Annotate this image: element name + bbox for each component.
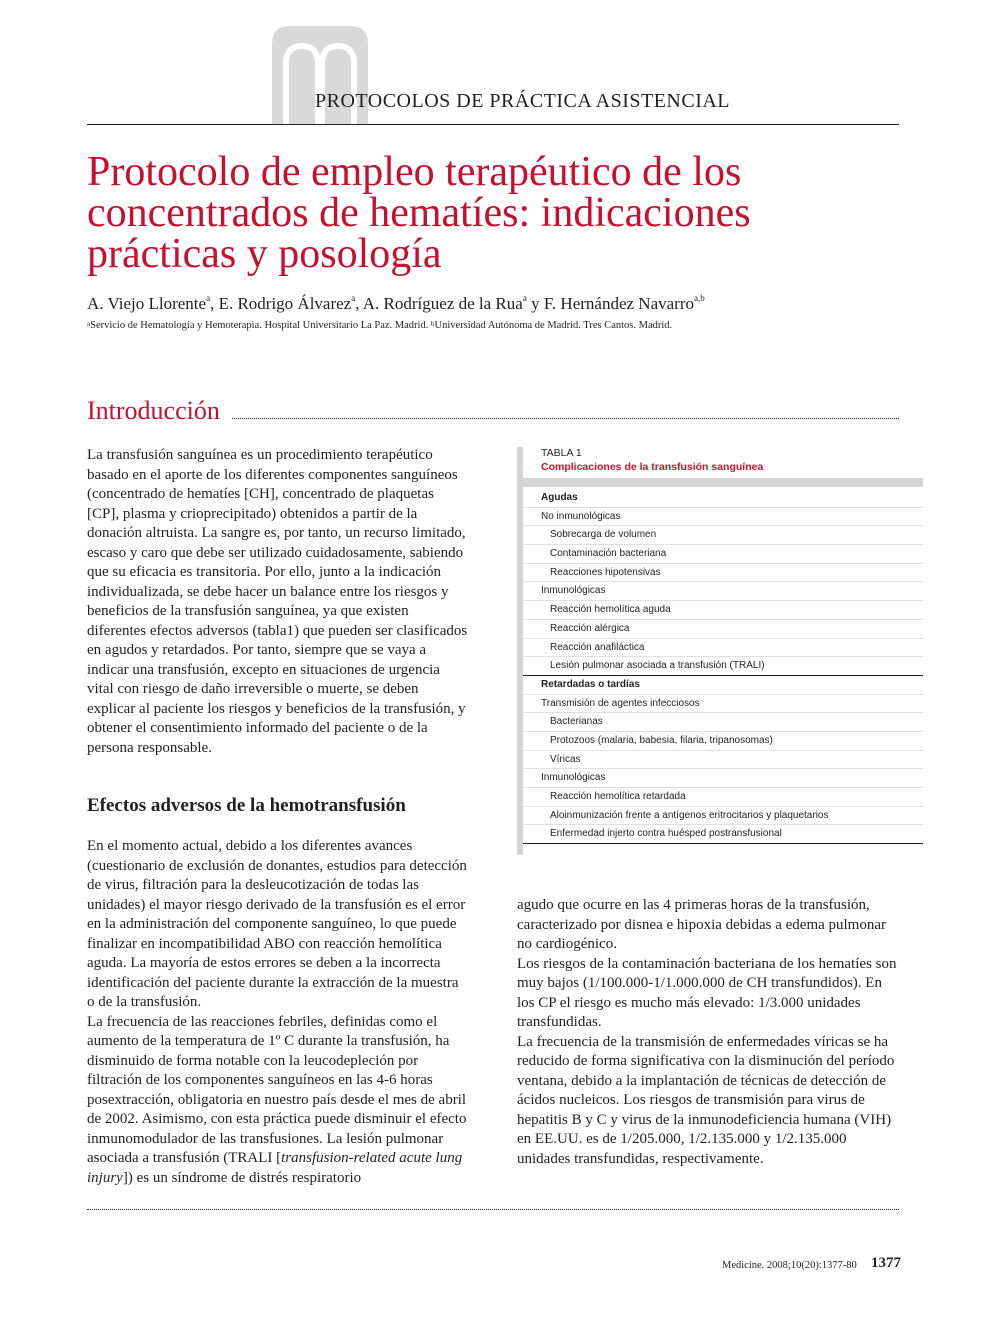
affiliation-sup: b bbox=[430, 320, 435, 328]
author-name: A. Viejo Llorente bbox=[87, 294, 207, 313]
table-group-heading: Retardadas o tardías bbox=[523, 676, 923, 695]
author-list bbox=[87, 294, 705, 314]
adverse-paragraph-1: En el momento actual, debido a los diferentes avances (cuestionario de exclusión de donantes, estudios para detección de virus, filtración para la desleucotización de todas las unidades) el mayor riesgo derivado de la transfusión es el error en la administración del componente sanguíneo, lo que puede finalizar en incompatibilidad ABO con reacción hemolítica aguda. La mayoría de estos errores se deben a la incorrecta identificación del paciente durante la extracción de la muestra o de la transfusión. bbox=[87, 838, 467, 1010]
header-rule bbox=[87, 124, 899, 125]
affiliation-sup: a bbox=[87, 320, 91, 328]
table-row: Inmunológicas bbox=[523, 582, 923, 601]
footer-dotted-rule bbox=[87, 1209, 899, 1210]
adverse-right-paragraph-3: La frecuencia de la transmisión de enfermedades víricas se ha reducido de forma significativa con la disminución del período ventana, debido a la implantación de técnicas de detección de ácidos nucleicos. Los riesgos de transmisión para virus de hepatitis B y C y virus de la inmunodeficiencia humana (VIH) en EE.UU. es de 1/205.000, 1/2.135.000 y 1/2.135.000 unidades transfundidas, respectivamente. bbox=[517, 1033, 895, 1167]
table-row: Protozoos (malaria, babesia, filaria, tripanosomas) bbox=[523, 732, 923, 751]
author-name: F. Hernández Navarro bbox=[543, 294, 694, 313]
affiliations bbox=[87, 320, 672, 331]
author-sup: a bbox=[522, 293, 527, 303]
author-separator: y bbox=[526, 294, 544, 313]
adverse-paragraph-2-start: La frecuencia de las reacciones febriles, definidas como el aumento de la temperatura de 1º C durante la transfusión, ha disminuido de forma notable con la leucodepleción por filtración de los componentes sanguíneos en las 4-6 horas posextracción, obligatoria en nuestro país desde el mes de abril de 2002. Asimismo, con esta práctica puede disminuir el efecto inmunomodulador de las transfusiones. La lesión pulmonar asociada a transfusión (TRALI [ bbox=[87, 1013, 467, 1166]
table-row: Reacción hemolítica aguda bbox=[523, 601, 923, 620]
introduction-paragraph: La transfusión sanguínea es un procedimiento terapéutico basado en el aporte de los diferentes componentes sanguíneos (concentrado de hematíes [CH], concentrado de plaquetas [CP], plasma y crioprecipitado) obtenidos a partir de la donación altruista. La sangre es, por tanto, un recurso limitado, escaso y caro que debe ser utilizado cuidadosamente, sabiendo que su eficacia es transitoria. Por ello, junto a la indicación individualizada, se debe hacer un balance entre los riesgos y beneficios de la transfusión sanguínea, ya que existen diferentes efectos adversos (tabla1) que pueden ser clasificados en agudos y retardados. Por tanto, siempre que se vaya a indicar una transfusión, excepto en situaciones de urgencia vital con riesgo de daño irreversible o muerte, se deben explicar al paciente los riesgos y beneficios de la transfusión, y obtener el consentimiento informado del paciente o de la persona responsable. bbox=[87, 447, 468, 756]
affiliation-a: Servicio de Hematología y Hemoterapia. Hospital Universitario La Paz. Madrid. bbox=[90, 320, 431, 331]
table-label: TABLA 1 bbox=[541, 447, 582, 459]
table-row: Reacción hemolítica retardada bbox=[523, 788, 923, 807]
table-row: Inmunológicas bbox=[523, 769, 923, 788]
author-sup: a,b bbox=[693, 293, 705, 303]
author-name: A. Rodríguez de la Rua bbox=[362, 294, 523, 313]
table-row: Enfermedad injerto contra huésped postransfusional bbox=[523, 825, 923, 844]
table-row: Lesión pulmonar asociada a transfusión (TRALI) bbox=[523, 657, 923, 676]
adverse-paragraph-2 bbox=[87, 1013, 469, 1189]
author-separator: , bbox=[210, 294, 219, 313]
table-row: Transmisión de agentes infecciosos bbox=[523, 695, 923, 714]
adverse-right-paragraph-1: agudo que ocurre en las 4 primeras horas de la transfusión, caracterizado por disnea e hipoxia debidas a edema pulmonar no cardiogénico. bbox=[517, 897, 887, 952]
adverse-right-paragraph-2: Los riesgos de la contaminación bacteriana de los hematíes son muy bajos (1/100.000-1/1.000.000 de CH transfundidos). En los CP el riesgo es mucho más elevado: 1/3.000 unidades transfundidas. bbox=[517, 955, 897, 1030]
footer-citation: Medicine. 2008;10(20):1377-80 bbox=[722, 1260, 857, 1271]
table-row: No inmunológicas bbox=[523, 508, 923, 527]
table-header-band bbox=[523, 478, 923, 487]
adverse-effects-right-column bbox=[517, 896, 899, 1169]
introduction-text bbox=[87, 446, 469, 758]
table-caption: Complicaciones de la transfusión sanguínea bbox=[541, 461, 764, 473]
author-sup: a bbox=[351, 293, 356, 303]
table-row: Reacción alérgica bbox=[523, 620, 923, 639]
table-row: Contaminación bacteriana bbox=[523, 545, 923, 564]
table-1 bbox=[517, 447, 923, 855]
author-sup: a bbox=[206, 293, 211, 303]
table-group-heading: Agudas bbox=[523, 489, 923, 508]
adverse-paragraph-2-end: ]) es un síndrome de distrés respiratorio bbox=[122, 1169, 362, 1186]
table-row: Sobrecarga de volumen bbox=[523, 526, 923, 545]
author-separator: , bbox=[355, 294, 363, 313]
adverse-effects-heading: Efectos adversos de la hemotransfusión bbox=[87, 795, 406, 816]
adverse-effects-left-column bbox=[87, 837, 469, 1188]
table-row: Bacterianas bbox=[523, 713, 923, 732]
page-number: 1377 bbox=[871, 1255, 901, 1271]
table-row: Reacción anafiláctica bbox=[523, 639, 923, 658]
heading-dotted-rule bbox=[232, 418, 899, 419]
table-row: Víricas bbox=[523, 751, 923, 770]
affiliation-b: Universidad Autónoma de Madrid. Tres Cantos. Madrid. bbox=[434, 320, 673, 331]
section-label: PROTOCOLOS DE PRÁCTICA ASISTENCIAL bbox=[315, 90, 731, 112]
author-name: E. Rodrigo Álvarez bbox=[218, 294, 352, 313]
trali-term: transfusion-related acute lung injury bbox=[87, 1150, 463, 1186]
introduction-heading: Introducción bbox=[87, 396, 220, 425]
table-row: Aloinmunización frente a antígenos eritrocitarios y plaquetarios bbox=[523, 807, 923, 826]
table-row: Reacciones hipotensivas bbox=[523, 564, 923, 583]
article-title: Protocolo de empleo terapéutico de los concentrados de hematíes: indicaciones prácticas y posología bbox=[87, 149, 751, 277]
table-rows bbox=[523, 489, 923, 844]
